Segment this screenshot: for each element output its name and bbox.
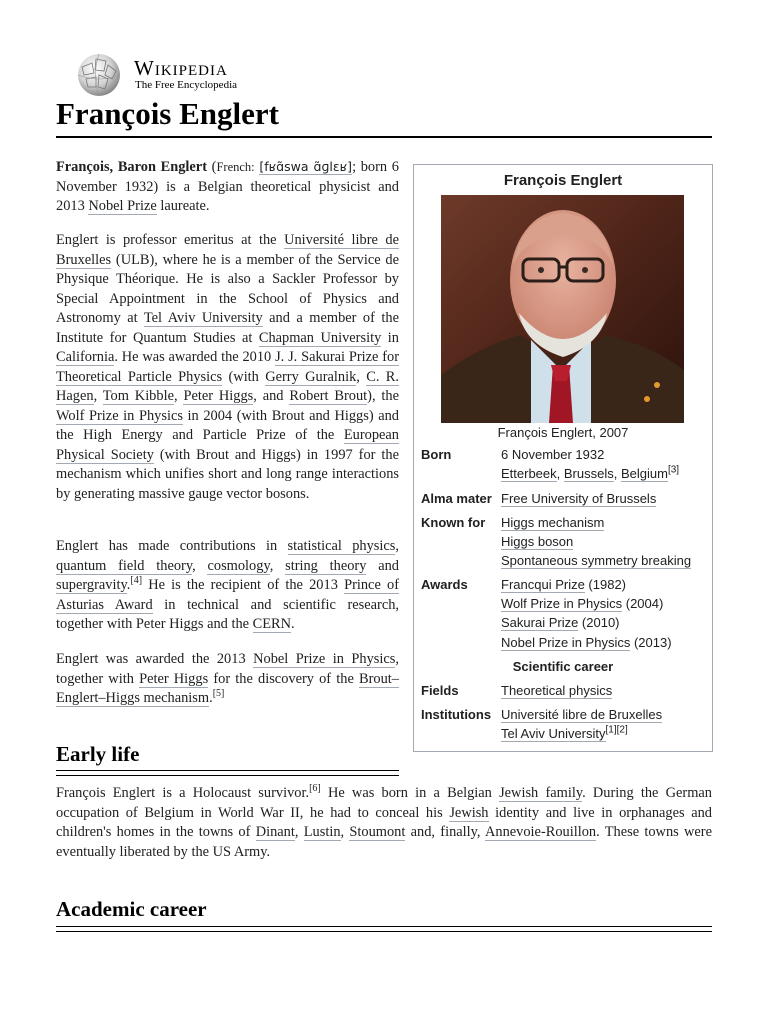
- awards-value: [501, 575, 672, 652]
- link-supergravity[interactable]: supergravity: [56, 577, 127, 593]
- link-jewish[interactable]: Jewish: [449, 804, 489, 821]
- ipa-link[interactable]: [fʁɑ̃swa ɑ̃ɡlɛʁ]: [259, 159, 353, 174]
- text: ; born 6 November 1932) is a Belgian theoretical physicist and 2013: [56, 159, 399, 214]
- link-etterbeek[interactable]: Etterbeek: [501, 466, 557, 482]
- link-sakurai-prize-infobox[interactable]: Sakurai Prize: [501, 615, 579, 631]
- wikipedia-logo[interactable]: [74, 53, 254, 97]
- section-divider: [56, 770, 399, 771]
- section-divider: [56, 926, 712, 927]
- link-sakurai-prize[interactable]: J. J. Sakurai Prize for Theoretical Particle Physics: [56, 349, 399, 385]
- text: (ULB), where he is a member of the Service de Physique Théorique. He is also a Sackler Professor by Special Appointment in the School of Physics and Astronomy at: [56, 251, 399, 326]
- text: ), the: [367, 388, 399, 404]
- text: , and: [253, 388, 290, 404]
- award-year: (1982): [584, 577, 627, 592]
- link-ulb[interactable]: Université libre de Bruxelles: [56, 232, 399, 268]
- text: Englert is professor emeritus at the: [56, 232, 285, 248]
- born-value: [501, 445, 679, 483]
- scientific-career-header: Scientific career: [512, 659, 614, 674]
- link-spontaneous-symmetry-breaking[interactable]: Spontaneous symmetry breaking: [501, 553, 692, 569]
- intro-paragraph-4: [56, 650, 399, 709]
- text: . During the German occupation of Belgium in World War II, he had to conceal his: [56, 785, 712, 821]
- link-peter-higgs-2[interactable]: Peter Higgs: [139, 670, 209, 687]
- link-gerry-guralnik[interactable]: Gerry Guralnik: [265, 368, 357, 385]
- link-dinant[interactable]: Dinant: [255, 824, 295, 840]
- text: .: [209, 690, 213, 706]
- logo-wordmark: Wikipedia: [134, 56, 228, 80]
- text: .: [126, 577, 131, 593]
- link-wolf-prize[interactable]: Wolf Prize in Physics: [56, 407, 183, 424]
- section-divider: [56, 931, 712, 932]
- section-heading-early-life: Early life: [56, 742, 140, 766]
- known-for-value: [501, 513, 691, 571]
- link-belgium[interactable]: Belgium: [620, 466, 668, 482]
- link-higgs-boson[interactable]: Higgs boson: [501, 534, 574, 550]
- link-nobel-prize-in-physics[interactable]: Nobel Prize in Physics: [253, 651, 396, 667]
- portrait-photo: [441, 195, 684, 423]
- page-title: François Englert: [56, 96, 279, 131]
- link-francqui-prize[interactable]: Francqui Prize: [501, 577, 585, 592]
- infobox: [413, 164, 713, 752]
- link-prince-of-asturias-award[interactable]: Prince of Asturias Award: [56, 577, 399, 613]
- text: laureate.: [156, 198, 210, 214]
- link-brussels[interactable]: Brussels: [563, 466, 614, 482]
- infobox-title: François Englert: [503, 172, 623, 189]
- early-life-paragraph: [56, 784, 712, 862]
- text: ,: [93, 388, 103, 404]
- reference-6[interactable]: [6]: [309, 783, 321, 795]
- link-california[interactable]: California: [56, 349, 115, 365]
- known-for-label: Known for: [421, 515, 486, 530]
- award-year: (2010): [578, 615, 620, 631]
- alma-mater-label: Alma mater: [421, 491, 492, 506]
- text: ,: [294, 824, 304, 840]
- text: Englert has made contributions in: [56, 538, 288, 554]
- link-ulb-infobox[interactable]: Université libre de Bruxelles: [501, 707, 663, 722]
- link-jewish-family[interactable]: Jewish family: [499, 785, 583, 801]
- text: in: [381, 329, 399, 346]
- intro-paragraph-1: François, Baron Englert (French: [fʁɑ̃swa ɑ̃ɡlɛʁ]; born 6 November 1932) is a Belgian theoretical physicist and 2013 Nobel Prize laureate.: [56, 159, 399, 214]
- subject-name: François, Baron Englert: [56, 159, 207, 175]
- text: (with: [222, 368, 266, 385]
- link-beh-mechanism[interactable]: Brout–Englert–Higgs mechanism: [56, 670, 399, 706]
- intro-paragraph-2: [56, 231, 399, 504]
- link-nobel-prize-infobox[interactable]: Nobel Prize in Physics: [501, 634, 631, 650]
- text: and: [366, 557, 399, 574]
- link-quantum-field-theory[interactable]: quantum field theory: [56, 557, 193, 574]
- link-tel-aviv-university[interactable]: Tel Aviv University: [143, 310, 263, 326]
- reference-5[interactable]: [5]: [212, 688, 225, 700]
- text: .: [291, 616, 295, 632]
- text: ,: [269, 557, 286, 574]
- link-tel-aviv-university-infobox[interactable]: Tel Aviv University: [501, 726, 606, 742]
- text: in 2004 (with Brout and Higgs) and the High Energy and Particle Prize of the: [56, 407, 399, 443]
- fields-label: Fields: [421, 683, 459, 698]
- reference-3[interactable]: [3]: [667, 464, 680, 476]
- alma-mater-value: [501, 489, 656, 508]
- awards-label: Awards: [421, 577, 468, 592]
- text: He is the recipient of the 2013: [142, 577, 345, 593]
- link-theoretical-physics[interactable]: Theoretical physics: [501, 683, 613, 698]
- born-date: 6 November 1932: [501, 447, 605, 462]
- logo-tagline: The Free Encyclopedia: [135, 79, 238, 91]
- born-place: [501, 464, 679, 483]
- text: (with Brout and Higgs) in 1997 for the mechanism which unifies short and long range interactions by generating massive gauge vector bosons.: [56, 446, 399, 502]
- text: in technical and scientific research, together with Peter Higgs and the: [56, 596, 400, 632]
- text: . These towns were eventually liberated by the US Army.: [56, 824, 712, 860]
- link-lustin[interactable]: Lustin: [303, 824, 341, 840]
- link-peter-higgs[interactable]: Peter Higgs: [183, 388, 254, 404]
- text: , together with: [56, 651, 399, 687]
- title-divider: [56, 136, 712, 138]
- reference-1-2[interactable]: [1][2]: [605, 724, 628, 736]
- link-cosmology[interactable]: cosmology: [207, 557, 270, 574]
- link-stoumont[interactable]: Stoumont: [349, 824, 406, 840]
- text: ,: [613, 466, 621, 482]
- section-heading-academic-career: Academic career: [56, 897, 207, 921]
- award-year: (2013): [630, 634, 672, 650]
- text: François Englert is a Holocaust survivor.: [56, 785, 310, 801]
- text: ,: [556, 466, 564, 482]
- text: ,: [356, 368, 367, 385]
- link-european-physical-society[interactable]: European Physical Society: [56, 427, 399, 463]
- link-free-university-of-brussels[interactable]: Free University of Brussels: [501, 491, 657, 506]
- text: ,: [192, 557, 208, 574]
- link-string-theory[interactable]: string theory: [285, 557, 367, 574]
- link-chapman-university[interactable]: Chapman University: [258, 329, 382, 346]
- portrait-illustration: [441, 195, 684, 423]
- wikipedia-globe-icon: [74, 53, 124, 97]
- text: ,: [173, 388, 184, 404]
- text: ,: [395, 538, 399, 554]
- institutions-label: Institutions: [421, 707, 492, 722]
- text: ,: [340, 824, 350, 840]
- born-label: Born: [421, 447, 452, 462]
- fields-value: [501, 681, 612, 700]
- link-cr-hagen[interactable]: C. R. Hagen: [56, 368, 399, 404]
- lang-label: French:: [216, 160, 255, 174]
- award-year: (2004): [622, 596, 664, 612]
- text: identity and live in orphanages and children's homes in the towns of: [56, 804, 712, 840]
- link-statistical-physics[interactable]: statistical physics: [287, 538, 396, 554]
- link-tom-kibble[interactable]: Tom Kibble: [102, 388, 174, 404]
- link-nobel-prize[interactable]: Nobel Prize: [88, 198, 157, 214]
- reference-4[interactable]: [4]: [130, 575, 143, 587]
- link-annevoie-rouillon[interactable]: Annevoie-Rouillon: [485, 824, 597, 840]
- text: and a member of the Institute for Quantum Studies at: [56, 310, 399, 346]
- portrait-caption: François Englert, 2007: [497, 425, 629, 440]
- text: for the discovery of the: [208, 670, 359, 687]
- link-higgs-mechanism[interactable]: Higgs mechanism: [501, 515, 605, 530]
- section-divider: [56, 775, 399, 776]
- intro-paragraph-3: [56, 537, 399, 635]
- text: and, finally,: [405, 824, 485, 840]
- text: Englert was awarded the 2013: [56, 651, 254, 667]
- link-cern[interactable]: CERN: [252, 616, 292, 632]
- text: He was born in a Belgian: [320, 785, 500, 801]
- link-wolf-prize-in-physics[interactable]: Wolf Prize in Physics: [501, 596, 623, 612]
- link-robert-brout[interactable]: Robert Brout: [289, 388, 368, 404]
- text: . He was awarded the 2010: [114, 349, 276, 365]
- institutions-value: [501, 705, 662, 743]
